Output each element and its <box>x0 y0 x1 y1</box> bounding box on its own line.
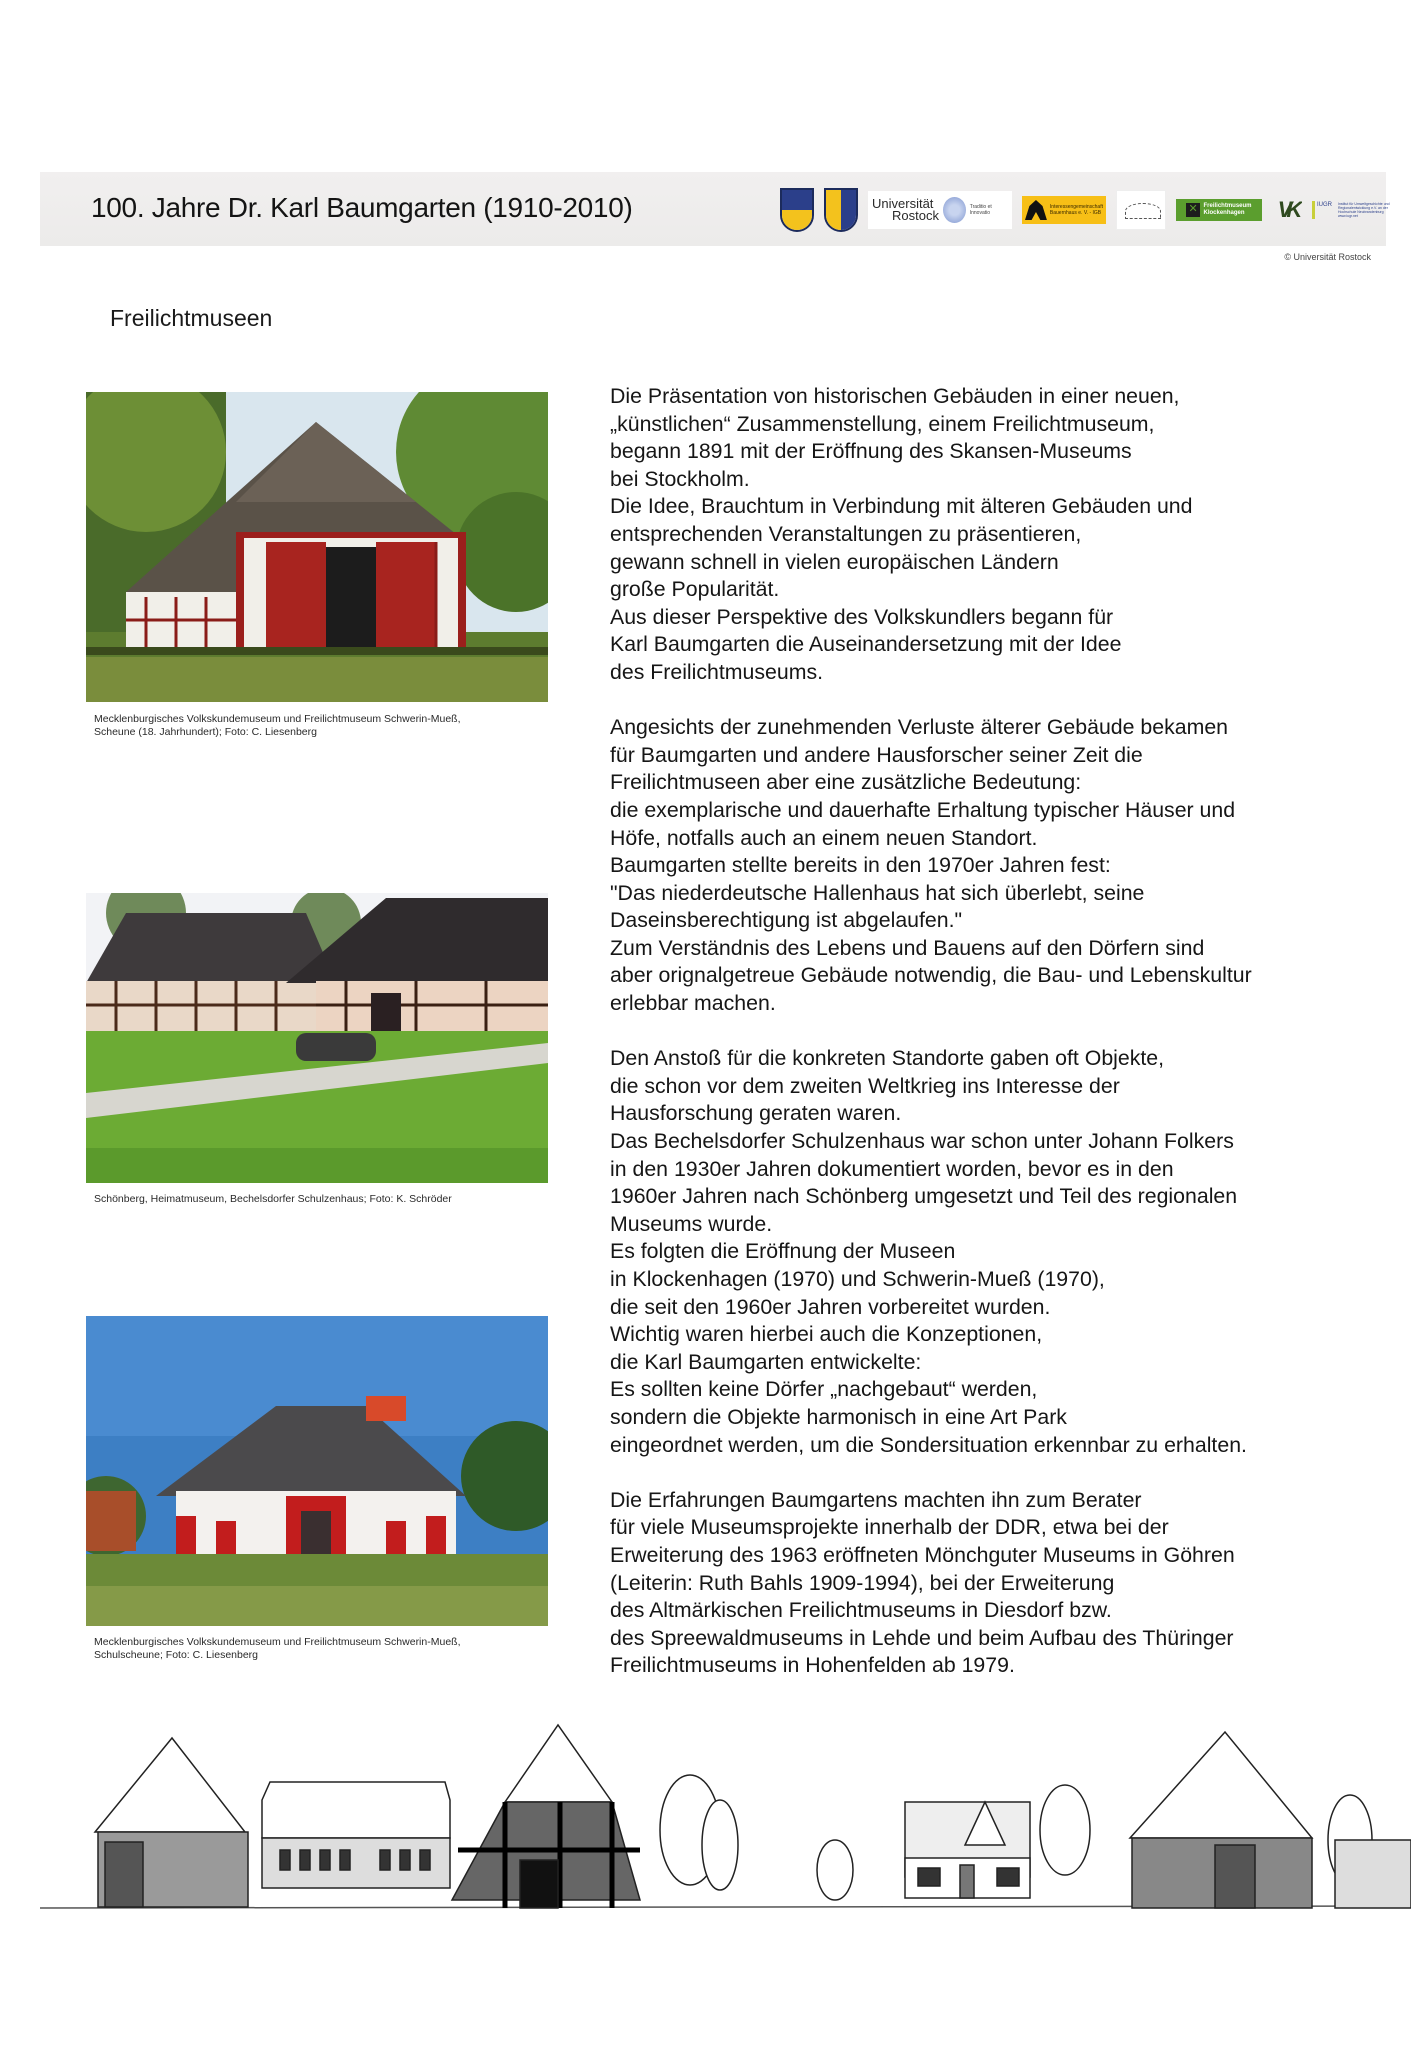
text-line: (Leiterin: Ruth Bahls 1909-1994), bei der Erweiterung <box>610 1570 1115 1595</box>
text-line: Es sollten keine Dörfer „nachgebaut“ werden, <box>610 1377 1038 1402</box>
paragraph <box>610 1487 1370 1680</box>
sketch-village-logo <box>1116 190 1166 230</box>
igb-bauernhaus-logo <box>1022 196 1106 224</box>
text-line: Baumgarten stellte bereits in den 1970er Jahren fest: <box>610 853 1111 878</box>
text-line: Die Erfahrungen Baumgartens machten ihn zum Berater <box>610 1487 1142 1512</box>
photo-schulscheune-schwerin-muess <box>86 1316 548 1626</box>
text-line: die seit den 1960er Jahren vorbereitet wurden. <box>610 1294 1051 1319</box>
text-line: erlebbar machen. <box>610 991 776 1016</box>
text-line: in Klockenhagen (1970) und Schwerin-Mueß (1970), <box>610 1267 1105 1291</box>
text-line: für viele Museumsprojekte innerhalb der DDR, etwa bei der <box>610 1515 1169 1540</box>
igb-logo-line2: Bauernhaus e. V. - IGB <box>1049 210 1102 216</box>
text-line: die Karl Baumgarten entwickelte: <box>610 1349 922 1374</box>
text-line: Freilichtmuseen aber eine zusätzliche Bedeutung: <box>610 770 1082 795</box>
text-line: Wichtig waren hierbei auch die Konzeptionen, <box>610 1322 1043 1347</box>
text-line: eingeordnet werden, um die Sondersituation erkennbar zu erhalten. <box>610 1432 1247 1457</box>
article-body <box>610 383 1370 1708</box>
text-line: des Altmärkischen Freilichtmuseums in Diesdorf bzw. <box>610 1598 1112 1623</box>
text-line: sondern die Objekte harmonisch in eine Art Park <box>610 1404 1067 1429</box>
house-icon <box>1025 200 1047 220</box>
text-line: Den Anstoß für die konkreten Standorte gaben oft Objekte, <box>610 1046 1165 1071</box>
copyright-notice: © Universität Rostock <box>1284 252 1371 262</box>
paragraph <box>610 1045 1370 1459</box>
cross-icon <box>1186 203 1200 217</box>
text-line: begann 1891 mit der Eröffnung des Skansen-Museums <box>610 439 1132 464</box>
text-line: Das Bechelsdorfer Schulzenhaus war schon unter Johann Folkers <box>610 1129 1234 1154</box>
caption-line: Schönberg, Heimatmuseum, Bechelsdorfer Schulzenhaus; Foto: K. Schröder <box>94 1193 452 1205</box>
paragraph <box>610 383 1370 687</box>
text-line: die exemplarische und dauerhafte Erhaltung typischer Häuser und <box>610 797 1236 822</box>
text-line: 1960er Jahren nach Schönberg umgesetzt und Teil des regionalen <box>610 1184 1238 1209</box>
paragraph <box>610 714 1370 1018</box>
header-band <box>40 172 1390 246</box>
photo-caption <box>94 1636 564 1662</box>
caption-line: Mecklenburgisches Volkskundemuseum und Freilichtmuseum Schwerin-Mueß, <box>94 713 461 725</box>
text-line: Karl Baumgarten die Auseinandersetzung mit der Idee <box>610 632 1122 657</box>
text-line: Aus dieser Perspektive des Volkskundlers begann für <box>610 604 1114 629</box>
fmk-logo-line2: Klockenhagen <box>1203 210 1245 216</box>
text-line: Die Idee, Brauchtum in Verbindung mit älteren Gebäuden und <box>610 494 1193 519</box>
university-seal-icon <box>943 197 966 223</box>
text-line: bei Stockholm. <box>610 466 750 491</box>
photo-bechelsdorfer-schulzenhaus <box>86 893 548 1183</box>
text-line: Zum Verständnis des Lebens und Bauens auf den Dörfern sind <box>610 935 1205 960</box>
caption-line: Mecklenburgisches Volkskundemuseum und Freilichtmuseum Schwerin-Mueß, <box>94 1636 461 1648</box>
uni-logo-motto: Traditio et Innovatio <box>969 204 992 216</box>
text-line: die schon vor dem zweiten Weltkrieg ins Interesse der <box>610 1073 1120 1098</box>
text-line: gewann schnell in vielen europäischen Ländern <box>610 549 1059 574</box>
text-line: „künstlichen“ Zusammenstellung, einem Freilichtmuseum, <box>610 411 1155 436</box>
uni-logo-line2: Rostock <box>892 208 939 223</box>
text-line: Höfe, notfalls auch an einem neuen Standort. <box>610 825 1038 850</box>
photo-scheune-schwerin-muess <box>86 392 548 702</box>
freilichtmuseum-klockenhagen-logo <box>1176 199 1262 221</box>
caption-line: Scheune (18. Jahrhundert); Foto: C. Liesenberg <box>94 726 317 738</box>
universitaet-rostock-logo <box>868 191 1012 229</box>
gemeinde-coat-of-arms-logo <box>824 188 858 232</box>
section-title: Freilichtmuseen <box>110 305 273 331</box>
text-line: Erweiterung des 1963 eröffneten Mönchguter Museums in Göhren <box>610 1542 1235 1567</box>
landkreis-coat-of-arms-logo <box>780 188 814 232</box>
text-line: Museums wurde. <box>610 1211 773 1236</box>
iugr-logo-label: IUGR <box>1312 201 1334 219</box>
photo-caption <box>94 1193 564 1206</box>
fmk-logo-line1: Freilichtmuseum <box>1203 203 1252 209</box>
iugr-logo <box>1312 201 1390 219</box>
text-line: "Das niederdeutsche Hallenhaus hat sich überlebt, seine <box>610 880 1145 905</box>
uni-logo-line1: Universität <box>872 196 934 211</box>
photo-caption <box>94 713 564 739</box>
text-line: Freilichtmuseums in Hohenfelden ab 1979. <box>610 1653 1015 1678</box>
igb-logo-line1: Interessengemeinschaft <box>1049 204 1103 210</box>
caption-line: Schulscheune; Foto: C. Liesenberg <box>94 1649 259 1661</box>
poster-title: 100. Jahre Dr. Karl Baumgarten (1910-2010) <box>91 192 633 223</box>
text-line: Die Präsentation von historischen Gebäuden in einer neuen, <box>610 384 1180 408</box>
text-line: in den 1930er Jahren dokumentiert worden, bevor es in den <box>610 1156 1174 1181</box>
text-line: aber orignalgetreue Gebäude notwendig, die Bau- und Lebenskultur <box>610 963 1252 988</box>
text-line: Hausforschung geraten waren. <box>610 1101 902 1126</box>
text-line: große Popularität. <box>610 577 780 602</box>
text-line: entsprechenden Veranstaltungen zu präsentieren, <box>610 521 1082 546</box>
text-line: Es folgten die Eröffnung der Museen <box>610 1239 956 1264</box>
text-line: Angesichts der zunehmenden Verluste älterer Gebäude bekamen <box>610 715 1229 740</box>
iugr-logo-text: Institut für Umweltgeschichte und Regionalentwicklung e.V. an der Hochschule Neubrandenburg www.iugr.net <box>1338 202 1390 218</box>
sponsor-logos <box>780 184 1390 236</box>
vk-logo: VK <box>1277 197 1297 222</box>
text-line: für Baumgarten und andere Hausforscher seiner Zeit die <box>610 742 1143 767</box>
text-line: des Spreewaldmuseums in Lehde und beim Aufbau des Thüringer <box>610 1625 1234 1650</box>
farmhouse-line-drawing <box>0 1720 1411 1910</box>
text-line: Daseinsberechtigung ist abgelaufen." <box>610 908 963 933</box>
text-line: des Freilichtmuseums. <box>610 659 824 684</box>
